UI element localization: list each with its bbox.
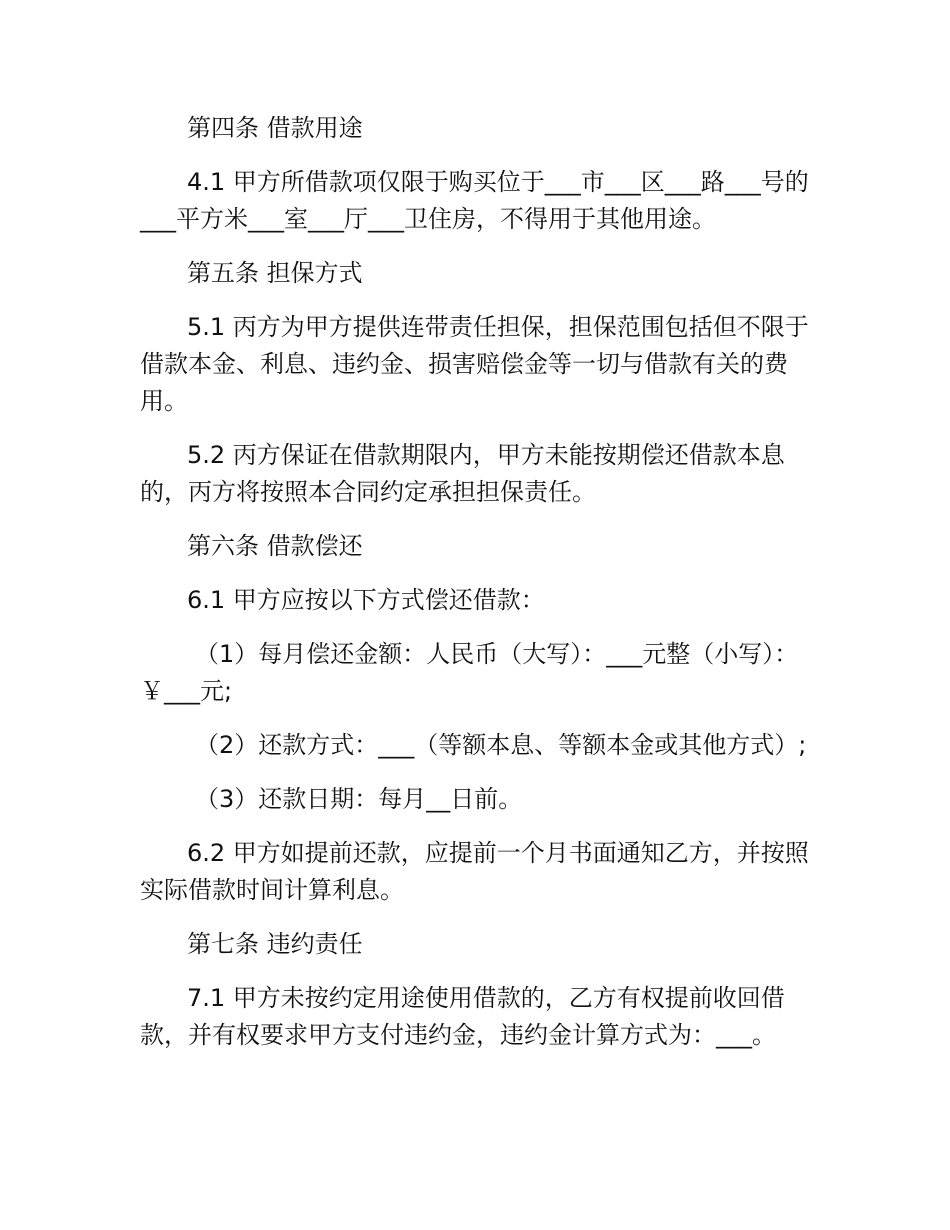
clause-4-1: 4.1 甲方所借款项仅限于购买位于___市___区___路___号的___平方米___室___厅___卫住房，不得用于其他用途。: [140, 168, 809, 233]
clause-6-1: 6.1 甲方应按以下方式偿还借款：: [187, 586, 545, 614]
article-7-heading: 第七条 违约责任: [187, 930, 363, 958]
clause-5-1: 5.1 丙方为甲方提供连带责任担保，担保范围包括但不限于借款本金、利息、违约金、损害赔偿金等一切与借款有关的费用。: [140, 313, 809, 415]
clause-6-2: 6.2 甲方如提前还款，应提前一个月书面通知乙方，并按照实际借款时间计算利息。: [140, 839, 809, 904]
clause-7-1: 7.1 甲方未按约定用途使用借款的，乙方有权提前收回借款，并有权要求甲方支付违约金，违约金计算方式为：___。: [140, 984, 785, 1049]
article-5-heading: 第五条 担保方式: [187, 259, 363, 287]
article-6-heading: 第六条 借款偿还: [187, 532, 363, 560]
clause-5-2: 5.2 丙方保证在借款期限内，甲方未能按期偿还借款本息的，丙方将按照本合同约定承担担保责任。: [140, 441, 785, 506]
clause-6-1-item-3: （3）还款日期：每月__日前。: [195, 785, 523, 813]
article-4-heading: 第四条 借款用途: [187, 114, 363, 142]
document-body: [140, 110, 812, 1071]
clause-6-1-item-2: （2）还款方式：___（等额本息、等额本金或其他方式）;: [195, 731, 807, 759]
clause-6-1-item-1: （1）每月偿还金额：人民币（大写）：___元整（小写）：￥___元;: [140, 640, 799, 705]
